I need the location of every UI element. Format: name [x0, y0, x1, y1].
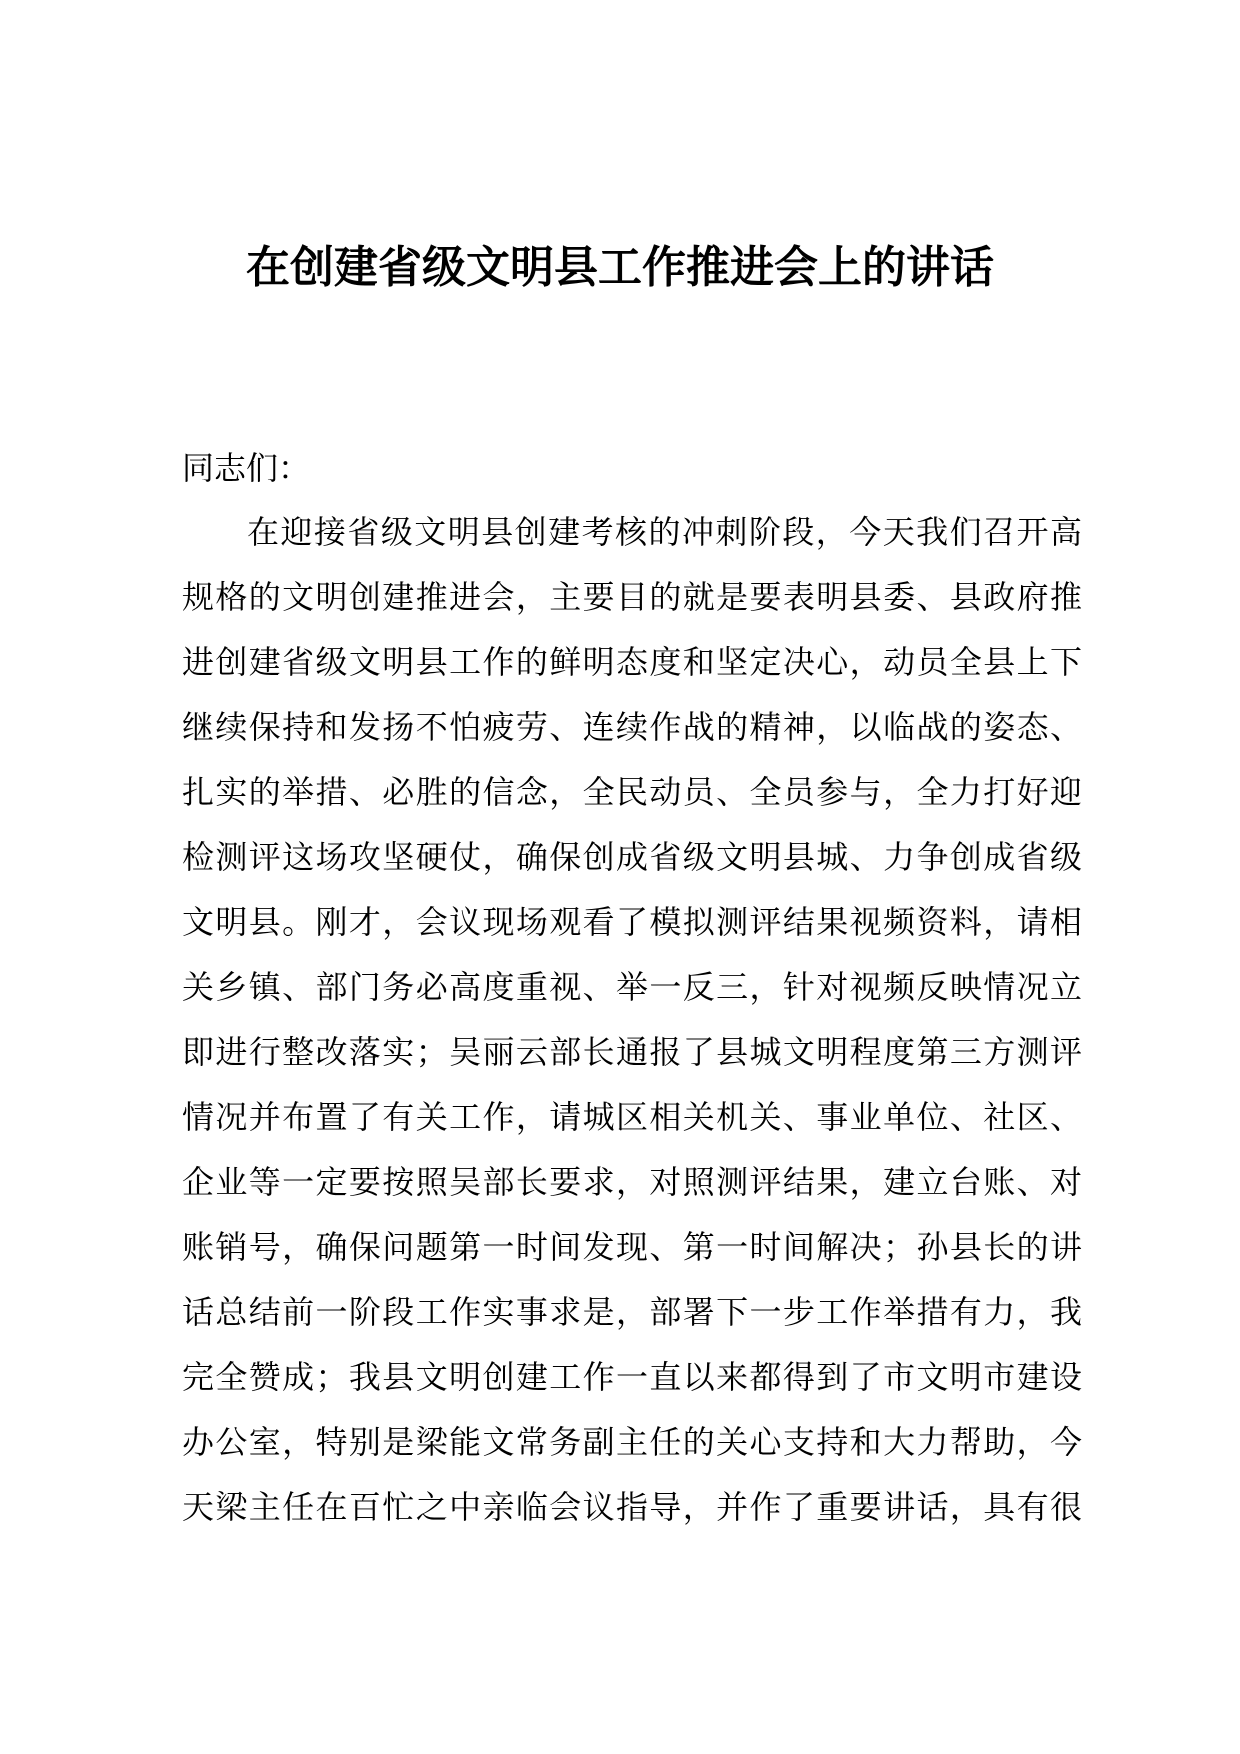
- document-title: 在创建省级文明县工作推进会上的讲话: [246, 242, 994, 293]
- paragraph-line: 规格的文明创建推进会，主要目的就是要表明县委、县政府推: [182, 578, 1082, 616]
- paragraph-line: 即进行整改落实；吴丽云部长通报了县城文明程度第三方测评: [182, 1033, 1082, 1071]
- paragraph-line: 账销号，确保问题第一时间发现、第一时间解决；孙县长的讲: [182, 1228, 1082, 1266]
- paragraph-line: 情况并布置了有关工作，请城区相关机关、事业单位、社区、: [182, 1098, 1082, 1136]
- paragraph-line: 办公室，特别是梁能文常务副主任的关心支持和大力帮助，今: [182, 1423, 1082, 1461]
- paragraph-line: 文明县。刚才，会议现场观看了模拟测评结果视频资料，请相: [182, 903, 1082, 941]
- salutation: 同志们：: [182, 449, 311, 487]
- paragraph-line: 企业等一定要按照吴部长要求，对照测评结果，建立台账、对: [182, 1163, 1082, 1201]
- paragraph-line: 天梁主任在百忙之中亲临会议指导，并作了重要讲话，具有很: [182, 1488, 1082, 1526]
- paragraph-line: 在迎接省级文明县创建考核的冲刺阶段，今天我们召开高: [247, 513, 1082, 551]
- body-paragraph: [182, 508, 1082, 1548]
- paragraph-line: 检测评这场攻坚硬仗，确保创成省级文明县城、力争创成省级: [182, 838, 1082, 876]
- paragraph-line: 扎实的举措、必胜的信念，全民动员、全员参与，全力打好迎: [182, 773, 1082, 811]
- paragraph-line: 话总结前一阶段工作实事求是，部署下一步工作举措有力，我: [182, 1293, 1082, 1331]
- paragraph-line: 继续保持和发扬不怕疲劳、连续作战的精神，以临战的姿态、: [182, 708, 1082, 746]
- paragraph-line: 完全赞成；我县文明创建工作一直以来都得到了市文明市建设: [182, 1358, 1082, 1396]
- paragraph-line: 进创建省级文明县工作的鲜明态度和坚定决心，动员全县上下: [182, 643, 1082, 681]
- paragraph-line: 关乡镇、部门务必高度重视、举一反三，针对视频反映情况立: [182, 968, 1082, 1006]
